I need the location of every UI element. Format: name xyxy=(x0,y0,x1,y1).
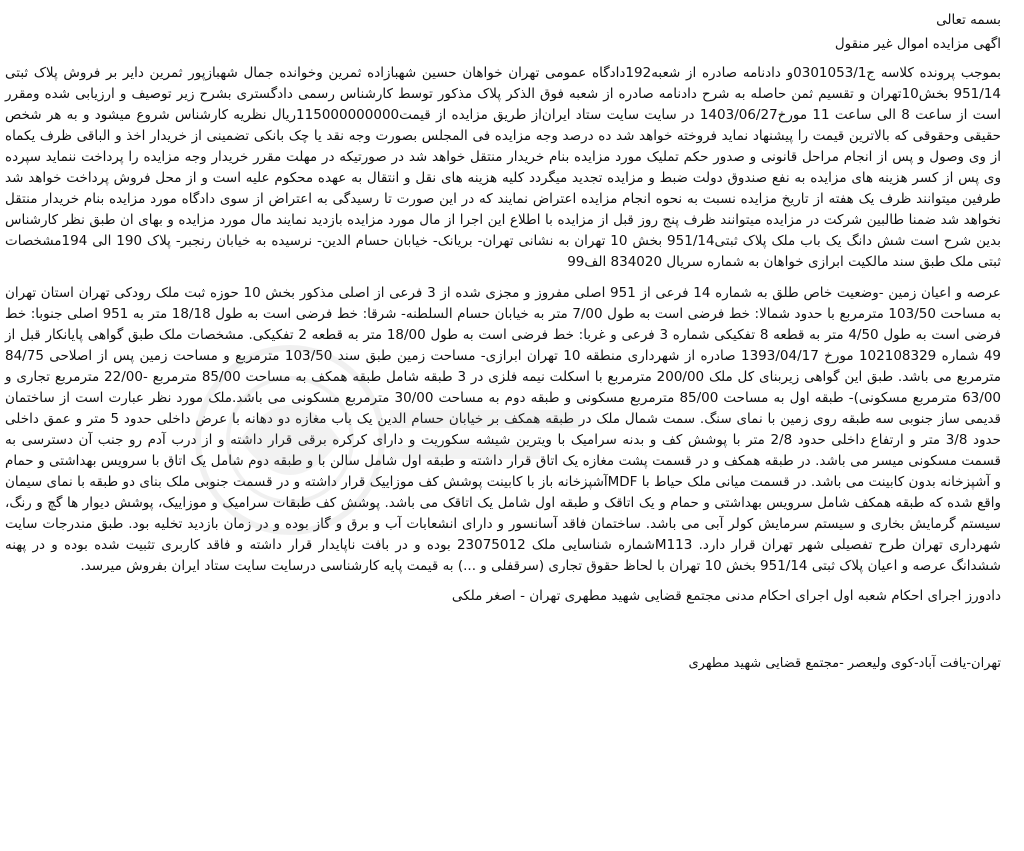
spacer xyxy=(5,608,1001,652)
footer-address: تهران-یافت آباد-کوی ولیعصر -مجتمع قضایی شهید مطهری xyxy=(688,656,1001,671)
auction-terms-paragraph: بموجب پرونده کلاسه ج0301053/1و دادنامه صادره از شعبه192دادگاه عمومی تهران خواهان حسین شهبازاده ثمرین وخوانده جمال شهبازپور ثمرین دایر بر فروش پلاک ثبتی 951/14 بخش10تهران و تقسیم ثمن حاصله به شرح دادنامه صادره از شعبه فوق الذکر پلاک مذکور توسط کارشناس رسمی دادگستری بشرح زیر توصیف و ارزیابی شده ومقرر است از ساعت 8 الی ساعت 11 مورخ1403/06/27 در سایت سایت ستاد ایران‌از طریق مزایده از قیمت115000000000ریال نظریه کارشناس شروع میشود و به هر شخص حقیقی وحقوقی که بالاترین قیمت را پیشنهاد نماید فروخته خواهد شد ده درصد وجه مزایده فی المجلس بصورت وجه نقد یا چک بانکی تضمینی از خریدار اخذ و الباقی ظرف یکماه از وی وصول و پس از انجام مراحل قانونی و صدور حکم تملیک مورد مزایده بنام خریدار منتقل خواهد شد در صورتیکه در مهلت مقرر خریدار وجه مزایده را پرداخت ننماید سپرده وی پس از کسر هزینه های مزایده به نفع صندوق دولت ضبط و مزایده تجدید میگردد کلیه هزینه های نقل و انتقال به عهده محکوم علیه است و از محل فروش پرداخت خواهد شد طرفین میتوانند ظرف یک هفته از تاریخ مزایده نسبت به نحوه انجام مزایده اعتراض نمایند که در این صورت تا رسیدگی به اعتراض از سوی دادگاه مورد مزایده بنام خریدار منتقل نخواهد شد ضمنا طالبین شرکت در مزایده میتوانند ظرف پنج روز قبل از مزایده با اطلاع این اجرا از مال مورد مزایده بازدید نمایند مال مورد مزایده و بهای ان طبق نظر کارشناس بدین شرح است شش دانگ یک باب ملک پلاک ثبتی951/14 بخش 10 تهران به نشانی تهران- بریانک- خیابان حسام الدین- نرسیده به خیابان رنجبر- پلاک 190 الی 194مشخصات ثبتی ملک طبق سند مالکیت ابرازی خواهان به شماره سریال 834020 الف99 xyxy=(5,65,1002,270)
signature-line: دادورز اجرای احکام شعبه اول اجرای احکام مدنی مجتمع قضایی شهید مطهری تهران - اصغر ملکی xyxy=(451,588,1001,604)
notice-title: اگهی مزایده اموال غیر منقول xyxy=(834,36,1001,52)
property-description-paragraph: عرصه و اعیان زمین -وضعیت خاص طلق به شماره 14 فرعی از 951 اصلی مفروز و مجزی شده از 3 فرعی از اصلی مذکور بخش 10 حوزه ثبت ملک رودکی تهران استان تهران به مساحت 103/50 مترمربع با حدود شمالا: خط فرضی است به طول 7/00 متر به خیابان حسام السلطنه- شرقا: خط فرضی است به طول 18/18 متر به 951 اصلی جنوبا: خط فرضی است به طول 4/50 متر به قطعه 8 تفکیکی شماره 3 فرعی و غربا: خط فرضی است به طول 18/00 متر به قطعه 2 تفکیکی. مشخصات ملک طبق گواهی پایانکار قبل از 49 شماره 102108329 مورخ 1393/04/17 صادره از شهرداری منطقه 10 تهران ابرازی- مساحت زمین طبق سند 103/50 مترمربع و مساحت زمین پس از اصلاحی 84/75 مترمربع می باشد. طبق این گواهی زیربنای کل ملک 200/00 مترمربع با اسکلت نیمه فلزی در 3 طبقه شامل طبقه همکف به مساحت 85/00 مترمربع -22/00 مترمربع تجاری و 63/00 مترمربع مسکونی)- طبقه اول به مساحت 85/00 مترمربع مسکونی و طبقه دوم به مساحت 30/00 مترمربع مسکونی می باشد.ملک مورد نظر عبارت است از ساختمان قدیمی ساز جنوبی سه طبقه روی زمین با نمای سنگ. سمت شمال ملک در طبقه همکف بر خیابان حسام الدین یک باب مغازه دو دهانه با عرض داخلی حدود 5 متر و عمق داخلی حدود 3/8 متر و ارتفاع داخلی حدود 2/8 متر با پوشش کف و بدنه سرامیک با ویترین شیشه سکوریت و دارای کرکره برقی قرار داشته و از درب آدم رو جنب آن دسترسی به قسمت مسکونی میسر می باشد. در طبقه همکف و در قسمت پشت مغازه یک اتاق قرار داشته و طبقه اول شامل سالن با و طبقه دوم شامل یک اتاق با سرویس بهداشتی و حمام و آشپزخانه بدون کابینت می باشد. در قسمت میانی ملک حیاط با MDFآشپزخانه باز با کابینت پوشش کف موزاییک قرار داشته و در قسمت جنوبی ملک بنای دو طبقه با نمای سیمان واقع شده که طبقه همکف شامل سرویس بهداشتی و حمام و یک اتاقک و طبقه اول شامل یک اتاقک می باشد. پوشش کف طبقات سرامیک و موزاییک، پوشش دیوار ها گچ و رنگ، سیستم گرمایش بخاری و سیستم سرمایش کولر آبی می باشد. ساختمان فاقد آسانسور و دارای انشعابات آب و برق و گاز بوده و در زمان بازدید تخلیه بود. طبق مندرجات سایت شهرداری تهران طرح تفصیلی شهر تهران قرار دارد. M113شماره شناسایی ملک 23075012 بوده و در بافت ناپایدار قرار داشته و فاقد کاربری تثبیت شده بوده و در پهنه ششدانگ عرصه و اعیان پلاک ثبتی 951/14 بخش 10 تهران با لحاظ حقوق تجاری (سرقفلی و ...) به قیمت پایه کارشناسی درسایت سایت ستاد ایران بفروش میرسد. xyxy=(5,285,1002,574)
bismillah-heading: بسمه تعالی xyxy=(936,12,1001,28)
